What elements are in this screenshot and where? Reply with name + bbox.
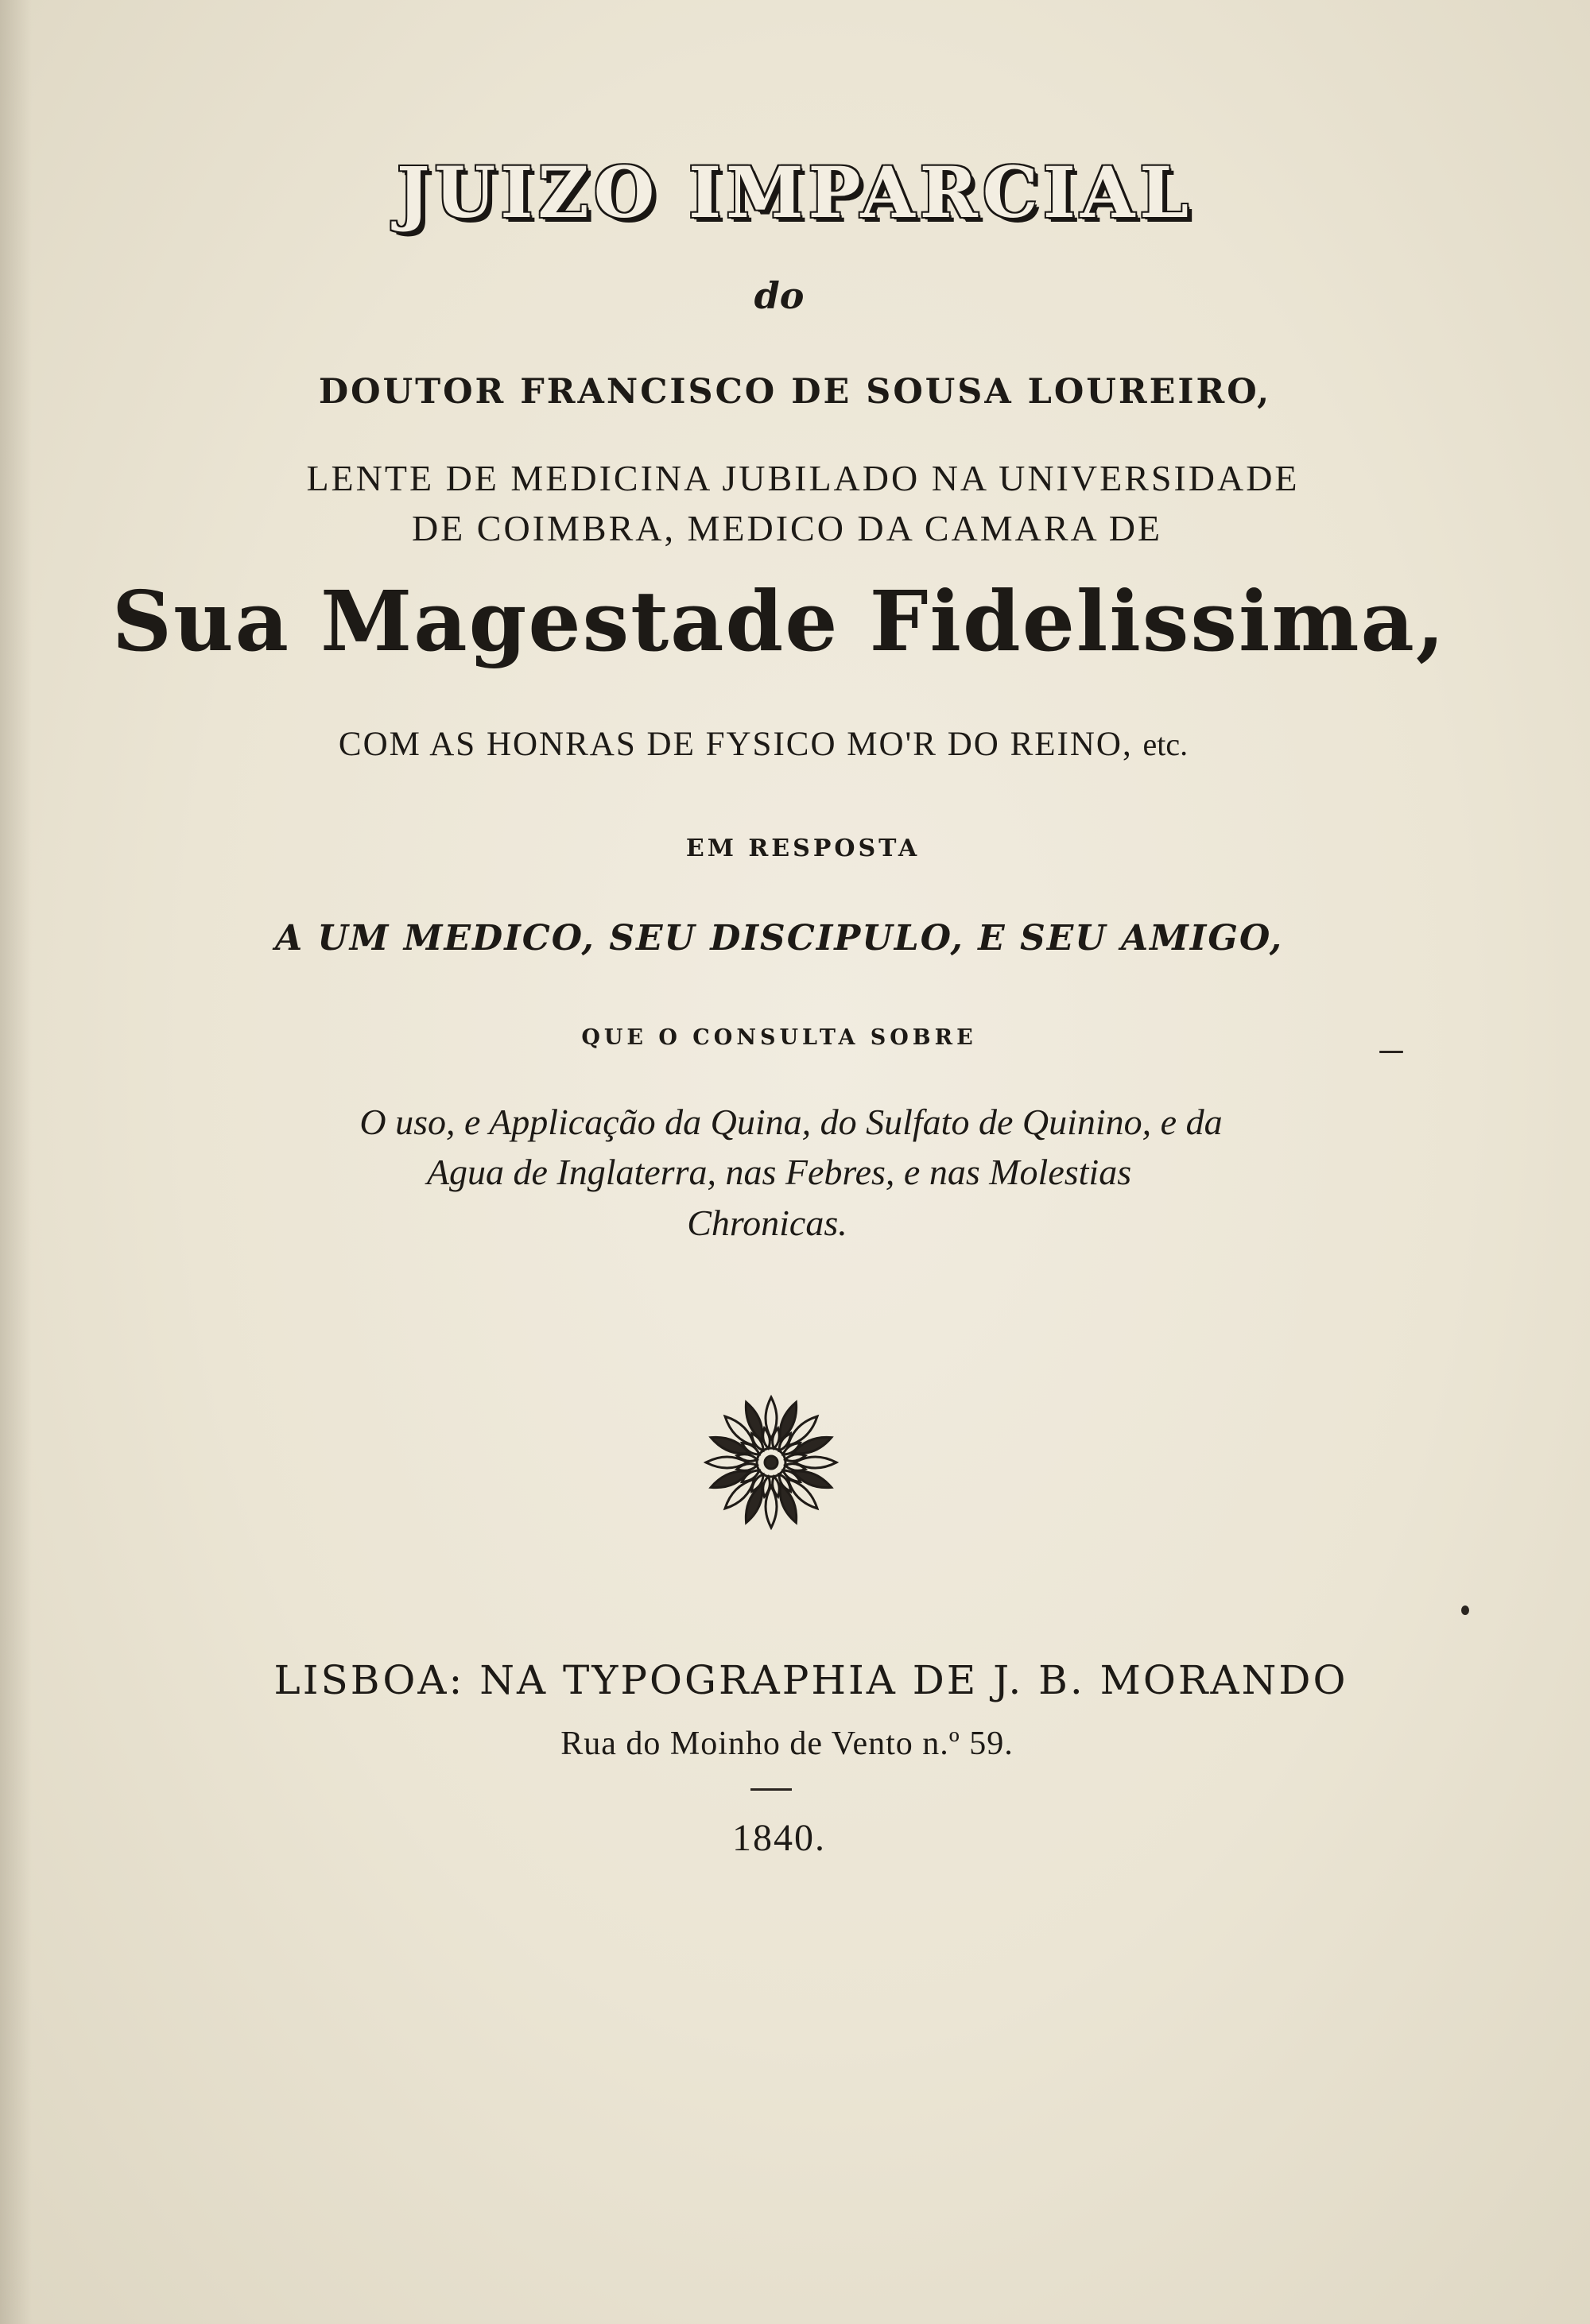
honours-etc: etc. <box>1142 726 1189 762</box>
subject-line-3: Chronicas. <box>687 1203 847 1243</box>
addressee-line: A UM MEDICO, SEU DISCIPULO, E SEU AMIGO, <box>274 918 1284 959</box>
response-label: EM RESPOSTA <box>685 835 921 862</box>
publication-year: 1840. <box>732 1817 826 1859</box>
floral-rosette-icon <box>700 1391 843 1534</box>
honours-text: COM AS HONRAS DE FYSICO MO'R DO REINO, <box>338 726 1133 763</box>
credentials-line-2: DE COIMBRA, MEDICO DA CAMARA DE <box>411 508 1163 548</box>
author-name: DOUTOR FRANCISCO DE SOUSA LOUREIRO, <box>318 372 1272 412</box>
connector-word: do <box>754 274 805 317</box>
imprint-street: Rua do Moinho de Vento n.º 59. <box>560 1726 1014 1762</box>
subject-line-2: Agua de Inglaterra, nas Febres, e nas Molestias <box>426 1152 1132 1192</box>
consults-line: QUE O CONSULTA SOBRE <box>581 1025 977 1050</box>
paper-mark <box>1379 1051 1403 1053</box>
imprint-printer: LISBOA: NA TYPOGRAPHIA DE J. B. MORANDO <box>273 1657 1348 1703</box>
book-title: JUIZO IMPARCIAL <box>396 151 1194 234</box>
honours-line <box>0 725 1558 764</box>
subject-line-1: O uso, e Applicação da Quina, do Sulfato de Quinino, e da <box>359 1102 1223 1142</box>
majesty-line: Sua Magestade Fidelissima, <box>111 572 1447 670</box>
divider-rule <box>750 1788 792 1791</box>
paper-speck <box>1461 1605 1469 1615</box>
credentials-line-1: LENTE DE MEDICINA JUBILADO NA UNIVERSIDADE <box>306 458 1300 498</box>
